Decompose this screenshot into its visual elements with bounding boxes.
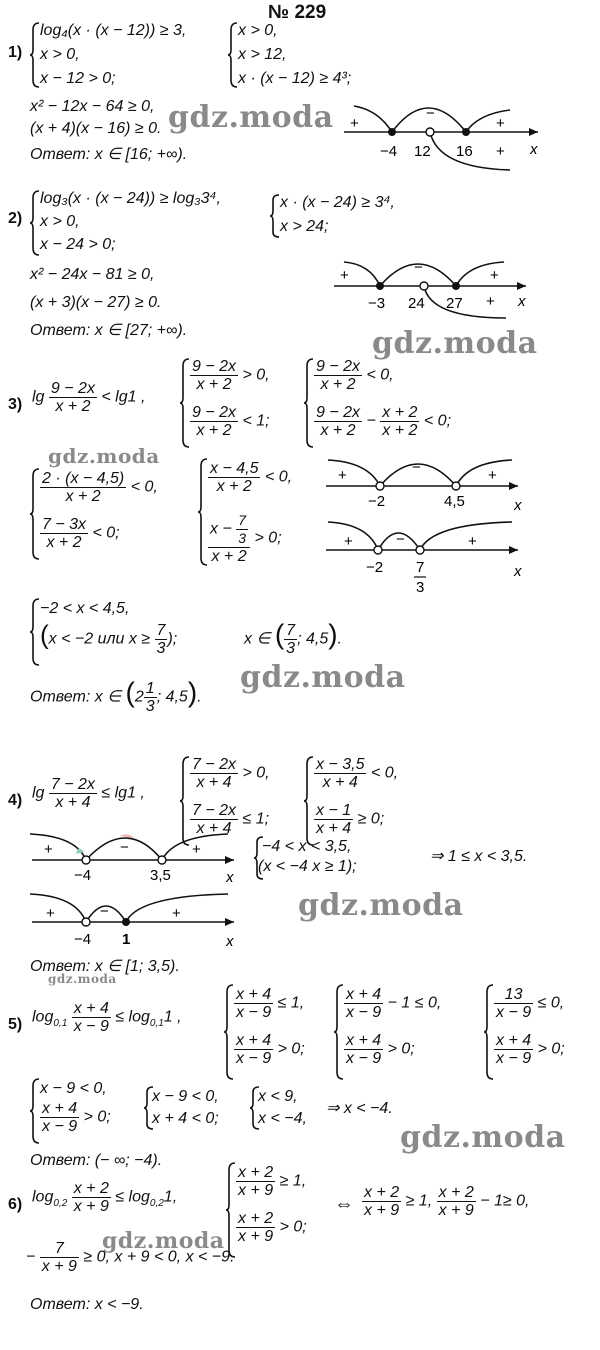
answer: Ответ: x ∈ [27; +∞). [30, 322, 188, 339]
sign-label: + [350, 115, 359, 132]
brace [30, 598, 40, 666]
problem-4-number: 4) [8, 792, 23, 809]
sign-label: − [412, 459, 421, 476]
sign-label: + [490, 267, 499, 284]
brace [270, 194, 280, 238]
system-line: x > 0, [238, 22, 278, 39]
system-line: x < 9, [258, 1088, 298, 1105]
number-line-1 [338, 88, 548, 188]
sign-label: + [486, 293, 495, 310]
tick-label: −2 [366, 559, 384, 576]
sign-label: − [414, 259, 423, 276]
system-line: $\frac{x + 2}{x + 9}$ > 0; [238, 1210, 307, 1245]
axis-label: x [226, 869, 234, 886]
tick-label: −3 [368, 295, 386, 312]
system-line: x − 9 < 0, [40, 1080, 107, 1097]
log-expression: lg $\frac{9 - 2x}{x + 2}$ < lg1 , [32, 380, 146, 415]
equivalence: ⇔ [334, 1193, 354, 1215]
system-line: x > 12, [238, 46, 287, 63]
system-line: $\frac{x - 1}{x + 4}$ ≥ 0; [316, 802, 385, 837]
system-line: $\frac{x - 3,5}{x + 4}$ < 0, [316, 756, 399, 791]
tick-label: 3 [416, 579, 425, 596]
tick-label: −2 [368, 493, 386, 510]
log-expression: $\log_{0,1}$ $\frac{x + 4}{x - 9}$ ≤ $\log_{0,1}1$ , [32, 1000, 182, 1035]
brace [30, 190, 40, 256]
sign-label: − [120, 839, 129, 856]
sign-label: + [46, 905, 55, 922]
problem-2-number: 2) [8, 210, 23, 227]
brace [334, 984, 344, 1080]
problem-3-number: 3) [8, 396, 23, 413]
system-line: $\frac{x + 4}{x - 9}$ ≤ 1, [236, 986, 305, 1021]
system-line: $\frac{x + 4}{x - 9}$ > 0; [236, 1032, 305, 1067]
log-expression: $\log_{0,2}$ $\frac{x + 2}{x + 9}$ ≤ $\log_{0,2}1$, [32, 1180, 178, 1215]
watermark: gdz.moda [240, 660, 406, 695]
system-line: $\frac{x + 4}{x - 9}$ > 0; [42, 1100, 111, 1135]
brace [30, 22, 40, 88]
log-expression: lg $\frac{7 - 2x}{x + 4}$ ≤ lg1 , [32, 776, 145, 811]
system-line: x · (x − 24) ≥ 3⁴, [280, 194, 395, 211]
system-line: $\frac{9 - 2x}{x + 2}$ − $\frac{x + 2}{x + 2}$ < 0; [316, 404, 452, 439]
number-line-4b [28, 886, 248, 954]
system-line: $\frac{7 - 2x}{x + 4}$ > 0, [192, 756, 270, 791]
number-line-2 [330, 250, 540, 330]
tick-label: 3,5 [150, 867, 171, 884]
equation-line: x² − 12x − 64 ≥ 0, [30, 98, 155, 115]
watermark: gdz.moda [48, 972, 117, 986]
watermark: gdz.moda [102, 1228, 225, 1254]
system-line: x > 0, [40, 213, 80, 230]
sign-label: − [100, 903, 109, 920]
tick-label: −4 [74, 931, 92, 948]
sign-label: − [396, 531, 405, 548]
brace [30, 1078, 40, 1144]
equation-line: − $\frac{7}{x + 9}$ ≥ 0, x + 9 < 0, x < −9. [26, 1240, 235, 1275]
brace [30, 468, 40, 560]
sign-label: − [426, 105, 435, 122]
system-line: $\frac{x + 4}{x - 9}$ − 1 ≤ 0, [346, 986, 442, 1021]
sign-label: + [338, 467, 347, 484]
system-line: (x < −2 или x ≥ $\frac{7}{3}$ ); [40, 619, 178, 657]
watermark: gdz.moda [400, 1120, 566, 1155]
system-line: log₄(x · (x − 12)) ≥ 3, [40, 22, 187, 39]
axis-label: x [226, 933, 234, 950]
watermark: gdz.moda [298, 888, 464, 923]
tick-label: 7 [416, 559, 425, 576]
system-line: −2 < x < 4,5, [40, 600, 130, 617]
system-line: $\frac{7 - 2x}{x + 4}$ ≤ 1; [192, 802, 270, 837]
axis-label: x [514, 563, 522, 580]
system-line: $\frac{x + 4}{x - 9}$ > 0; [496, 1032, 565, 1067]
system-line: $\frac{9 - 2x}{x + 2}$ < 0, [316, 358, 394, 393]
problem-title: № 229 [268, 2, 327, 23]
watermark: gdz.moda [48, 444, 160, 468]
brace [224, 984, 234, 1080]
axis-label: x [518, 293, 526, 310]
tick-label: 4,5 [444, 493, 465, 510]
sign-label: + [488, 467, 497, 484]
tick-label: 1 [122, 931, 131, 948]
answer: Ответ: x ∈ [1; 3,5). [30, 958, 180, 975]
system-line: $\frac{x - 4,5}{x + 2}$ < 0, [210, 460, 293, 495]
answer: Ответ: x ∈ [16; +∞). [30, 146, 188, 163]
system-line: x > 0, [40, 46, 80, 63]
system-line: x < −4, [258, 1110, 307, 1127]
brace [180, 358, 190, 448]
sign-label: + [192, 841, 201, 858]
system-line: $\frac{2 \cdot (x - 4,5)}{x + 2}$ < 0, [42, 470, 158, 505]
system-line: $\frac{x + 2}{x + 9}$ ≥ 1, [238, 1164, 307, 1199]
implication: ⇒ x < −4. [326, 1100, 393, 1117]
tick-label: 12 [414, 143, 431, 160]
axis-label: x [530, 141, 538, 158]
system-line: (x < −4 x ≥ 1); [258, 858, 357, 875]
watermark: gdz.moda [372, 326, 538, 361]
axis-label: x [514, 497, 522, 512]
system-line: x − 12 > 0; [40, 70, 116, 87]
answer: Ответ: x < −9. [30, 1296, 144, 1313]
system-line: x − $\frac{7}{3}$ x + 2 > 0; [210, 512, 282, 565]
system-line: $\frac{13}{x - 9}$ ≤ 0, [496, 986, 565, 1021]
tick-label: 16 [456, 143, 473, 160]
sign-label: + [44, 841, 53, 858]
system-line: $\frac{7 - 3x}{x + 2}$ < 0; [42, 516, 120, 551]
brace [198, 458, 208, 566]
system-line: x − 24 > 0; [40, 236, 116, 253]
system-line: $\frac{9 - 2x}{x + 2}$ < 1; [192, 404, 270, 439]
system-line: x > 24; [280, 218, 329, 235]
equation-line: (x + 3)(x − 27) ≥ 0. [30, 294, 162, 311]
tick-label: 24 [408, 295, 425, 312]
number-line-3b [322, 516, 532, 606]
system-line: x · (x − 12) ≥ 4³; [238, 70, 352, 87]
sign-label: + [496, 143, 505, 160]
equation-line: x² − 24x − 81 ≥ 0, [30, 266, 155, 283]
system-line: x − 9 < 0, [152, 1088, 219, 1105]
system-line: $\frac{9 - 2x}{x + 2}$ > 0, [192, 358, 270, 393]
result-interval: x ∈ ( $\frac{7}{3}$ ; 4,5). [244, 618, 342, 657]
sign-label: + [172, 905, 181, 922]
brace [228, 22, 238, 88]
system-line: log₃(x · (x − 24)) ≥ log₃3⁴, [40, 190, 221, 207]
equation-line: $\frac{x + 2}{x + 9}$ ≥ 1, $\frac{x + 2}{x + 9}$ − 1≥ 0, [364, 1184, 530, 1219]
sign-label: + [496, 115, 505, 132]
tick-label: 27 [446, 295, 463, 312]
problem-1-number: 1) [8, 44, 23, 61]
answer: Ответ: (− ∞; −4). [30, 1152, 163, 1169]
system-line: $\frac{x + 4}{x - 9}$ > 0; [346, 1032, 415, 1067]
equation-line: (x + 4)(x − 16) ≥ 0. [30, 120, 162, 137]
answer: Ответ: x ∈ (2 $\frac{1}{3}$ ; 4,5). [30, 676, 202, 715]
problem-5-number: 5) [8, 1016, 23, 1033]
system-line: x + 4 < 0; [152, 1110, 219, 1127]
tick-label: −4 [380, 143, 398, 160]
number-line-3a [322, 450, 532, 512]
brace [304, 358, 314, 448]
sign-label: + [468, 533, 477, 550]
watermark: gdz.moda [168, 100, 334, 135]
brace [484, 984, 494, 1080]
problem-6-number: 6) [8, 1196, 23, 1213]
sign-label: + [340, 267, 349, 284]
system-line: −4 < x < 3,5, [262, 838, 352, 855]
brace [304, 756, 314, 846]
tick-label: −4 [74, 867, 92, 884]
implication: ⇒ 1 ≤ x < 3,5. [430, 848, 528, 865]
sign-label: + [344, 533, 353, 550]
number-line-4a [28, 824, 248, 886]
